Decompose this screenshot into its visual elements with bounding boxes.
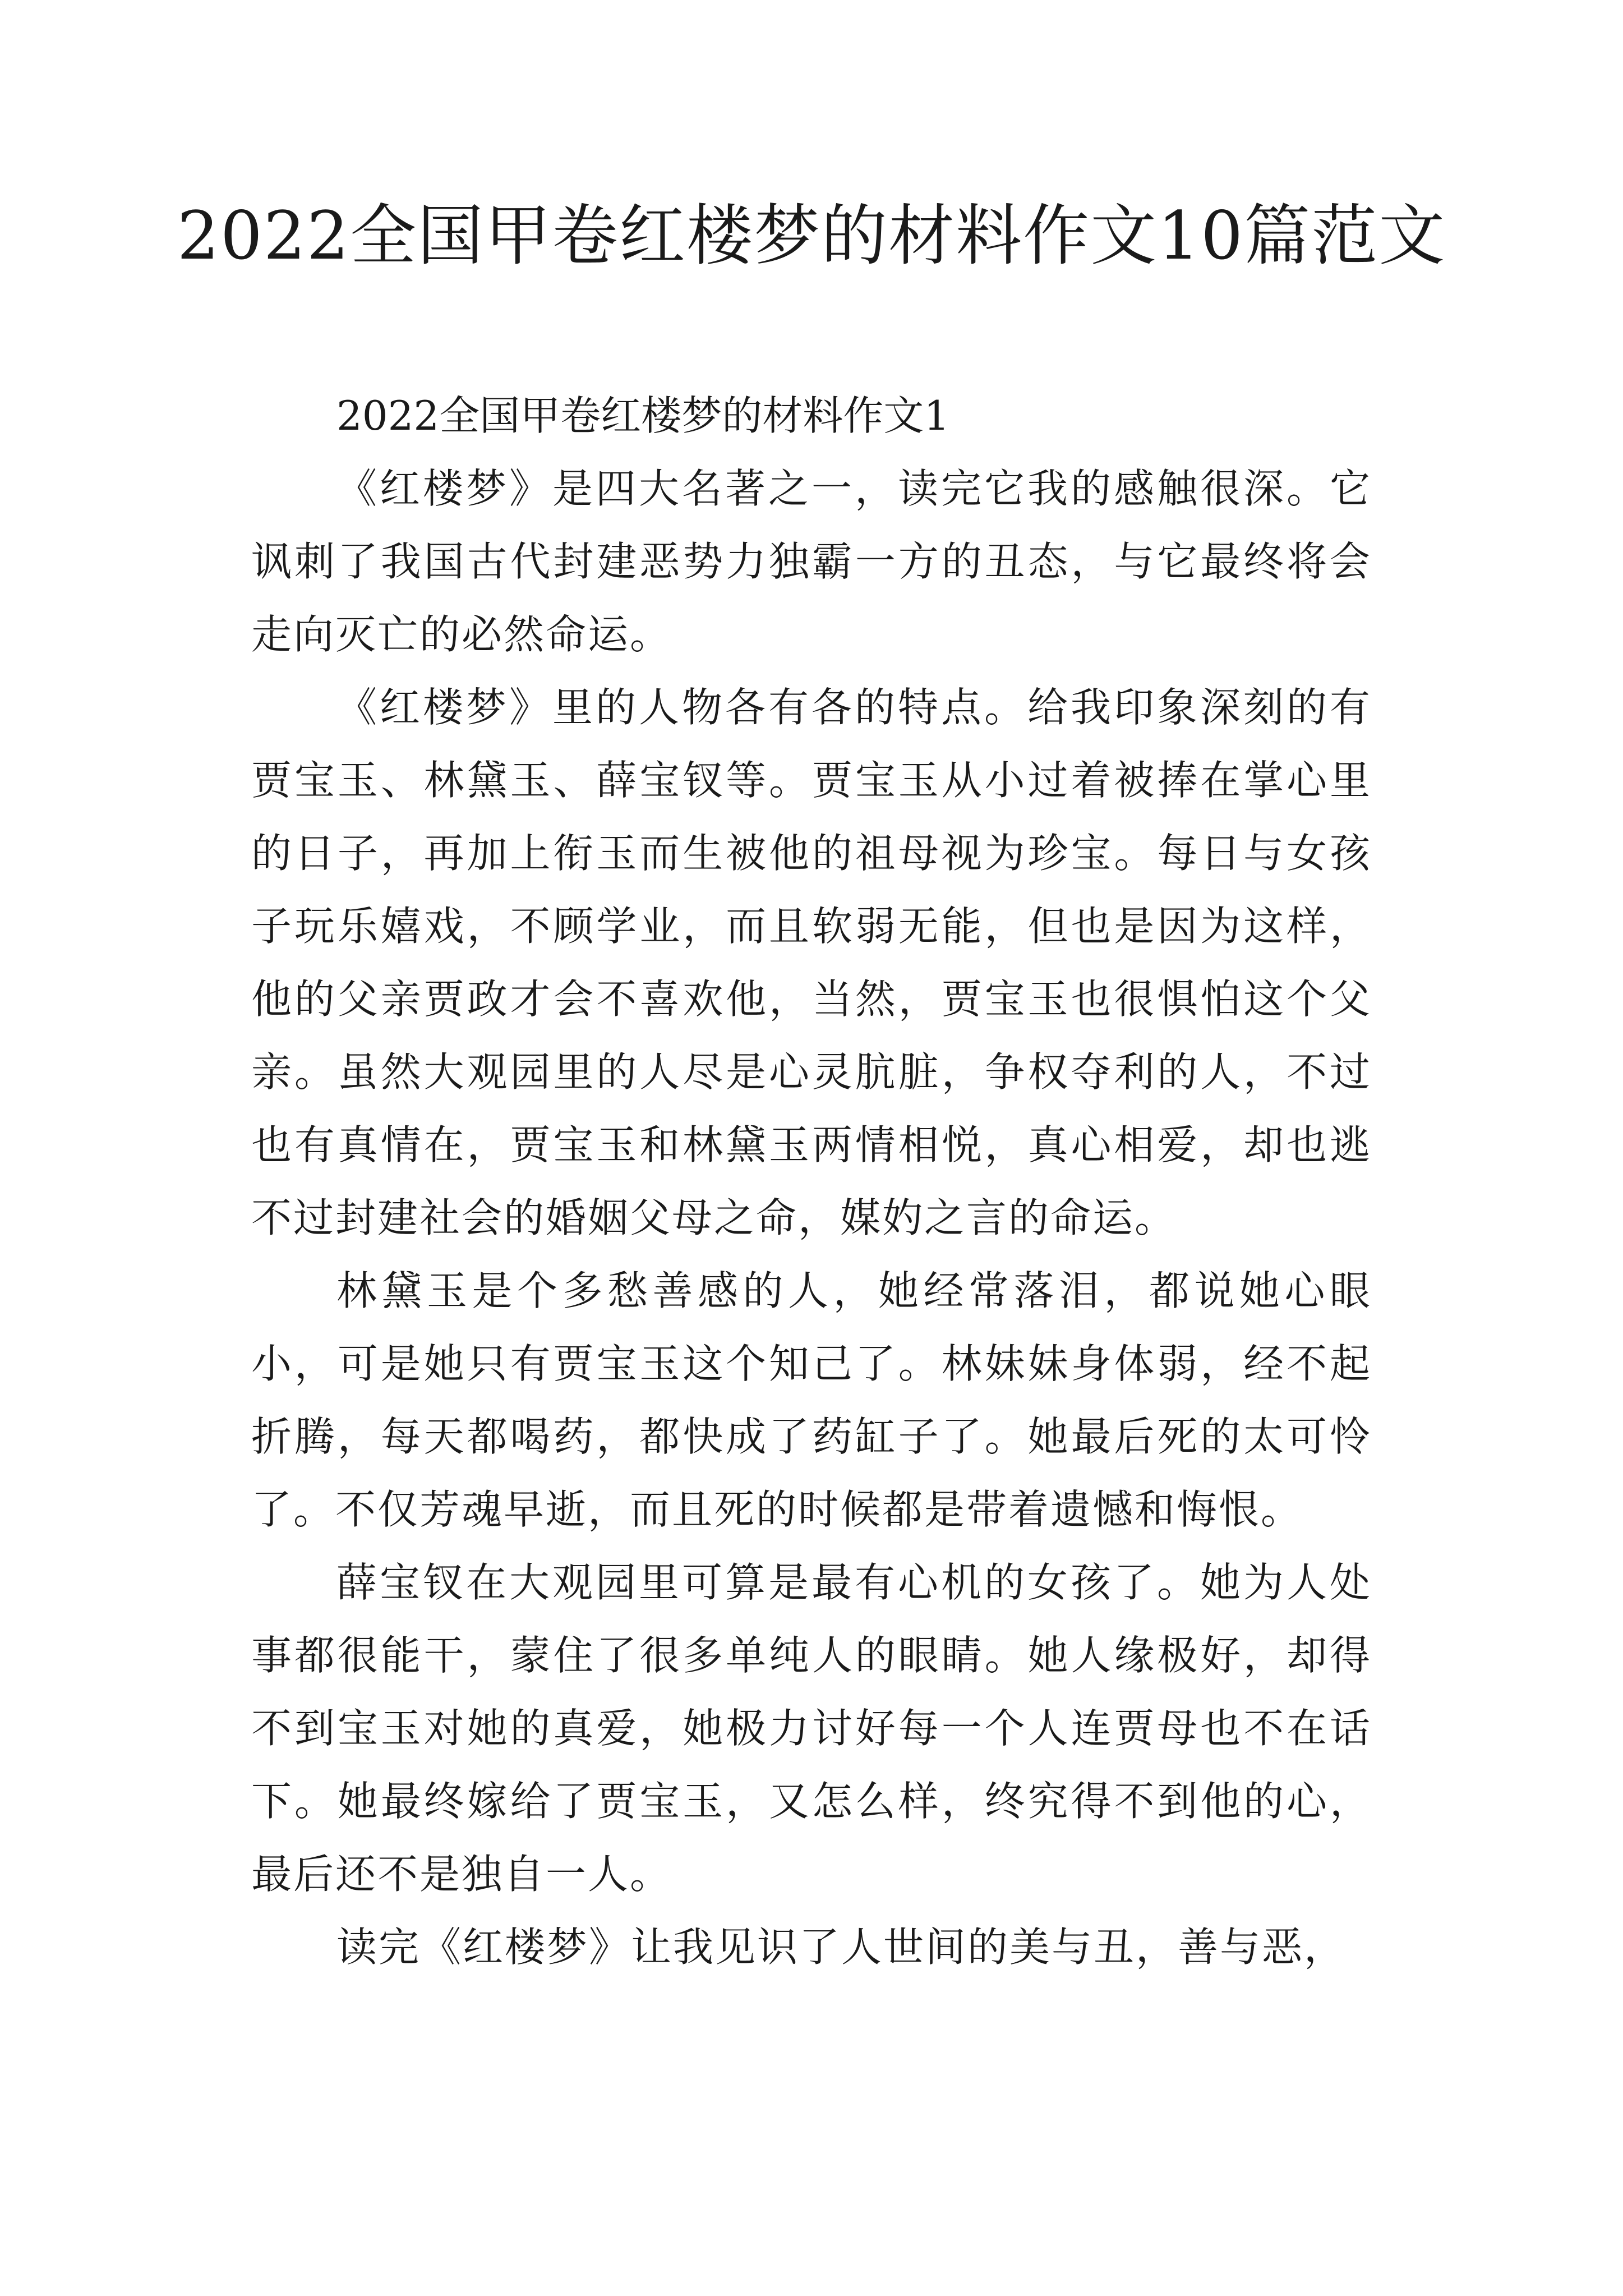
document-title: 2022全国甲卷红楼梦的材料作文10篇范文 [177,197,1446,274]
section-heading: 2022全国甲卷红楼梦的材料作文1 [336,392,950,439]
paragraph-3: 林黛玉是个多愁善感的人，她经常落泪，都说她心眼小，可是她只有贾宝玉这个知己了。林妹妹身体弱，经不起折腾，每天都喝药，都快成了药缸子了。她最后死的太可怜了。不仅芳魂早逝，而且死的时候都是带着遗憾和悔恨。 [251,1267,1372,1533]
paragraph-4: 薛宝钗在大观园里可算是最有心机的女孩了。她为人处事都很能干，蒙住了很多单纯人的眼睛。她人缘极好，却得不到宝玉对她的真爱，她极力讨好每一个人连贾母也不在话下。她最终嫁给了贾宝玉，又怎么样，终究得不到他的心，最后还不是独自一人。 [251,1559,1372,1898]
paragraph-5: 读完《红楼梦》让我见识了人世间的美与丑，善与恶， [336,1924,1347,1971]
document-body [251,379,1372,1984]
paragraph-2: 《红楼梦》里的人物各有各的特点。给我印象深刻的有贾宝玉、林黛玉、薛宝钗等。贾宝玉从小过着被捧在掌心里的日子，再加上衔玉而生被他的祖母视为珍宝。每日与女孩子玩乐嬉戏，不顾学业，而且软弱无能，但也是因为这样，他的父亲贾政才会不喜欢他，当然，贾宝玉也很惧怕这个父亲。虽然大观园里的人尽是心灵肮脏，争权夺利的人，不过也有真情在，贾宝玉和林黛玉两情相悦，真心相爱，却也逃不过封建社会的婚姻父母之命，媒妁之言的命运。 [251,684,1372,1241]
paragraph-1: 《红楼梦》是四大名著之一，读完它我的感触很深。它讽刺了我国古代封建恶势力独霸一方的丑态，与它最终将会走向灭亡的必然命运。 [251,465,1372,658]
